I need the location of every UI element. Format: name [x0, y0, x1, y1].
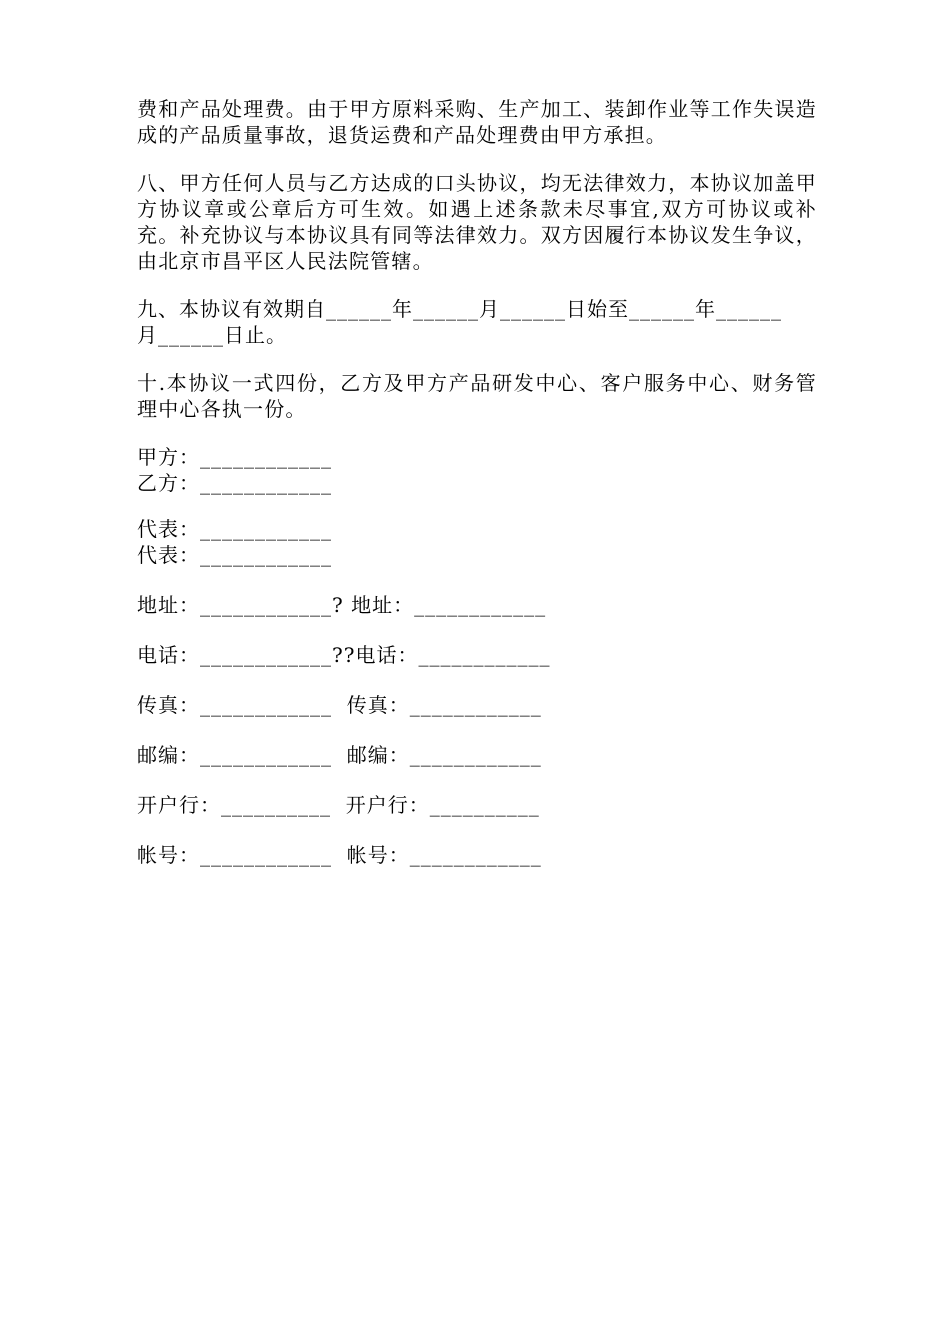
phone-line: 电话：____________??电话：____________ — [137, 643, 551, 667]
paragraph-9-line-1: 九、本协议有效期自______年______月______日始至______年______ — [137, 297, 782, 321]
paragraph-9-line-2: 月______日止。 — [137, 323, 287, 347]
paragraph-10: 十.本协议一式四份，乙方及甲方产品研发中心、客户服务中心、财务管理中心各执一份。 — [137, 371, 817, 421]
bank-line: 开户行：__________ 开户行：__________ — [137, 793, 540, 817]
postcode-line: 邮编：____________ 邮编：____________ — [137, 743, 542, 767]
paragraph-9 — [137, 296, 817, 348]
party-b-line: 乙方：____________ — [137, 471, 332, 495]
fax-line: 传真：____________ 传真：____________ — [137, 693, 542, 717]
signature-block — [137, 444, 817, 868]
address-line: 地址：____________? 地址：____________ — [137, 593, 547, 617]
party-a-line: 甲方：____________ — [137, 445, 332, 469]
representative-a-line: 代表：____________ — [137, 517, 332, 541]
account-line: 帐号：____________ 帐号：____________ — [137, 843, 542, 867]
paragraph-8: 八、甲方任何人员与乙方达成的口头协议，均无法律效力，本协议加盖甲方协议章或公章后方可生效。如遇上述条款未尽事宜,双方可协议或补充。补充协议与本协议具有同等法律效力。双方因履行本协议发生争议，由北京市昌平区人民法院管辖。 — [137, 171, 817, 273]
representative-b-line: 代表：____________ — [137, 543, 332, 567]
paragraph-7-continued: 费和产品处理费。由于甲方原料采购、生产加工、装卸作业等工作失误造成的产品质量事故，退货运费和产品处理费由甲方承担。 — [137, 97, 817, 147]
contract-body — [137, 96, 817, 868]
